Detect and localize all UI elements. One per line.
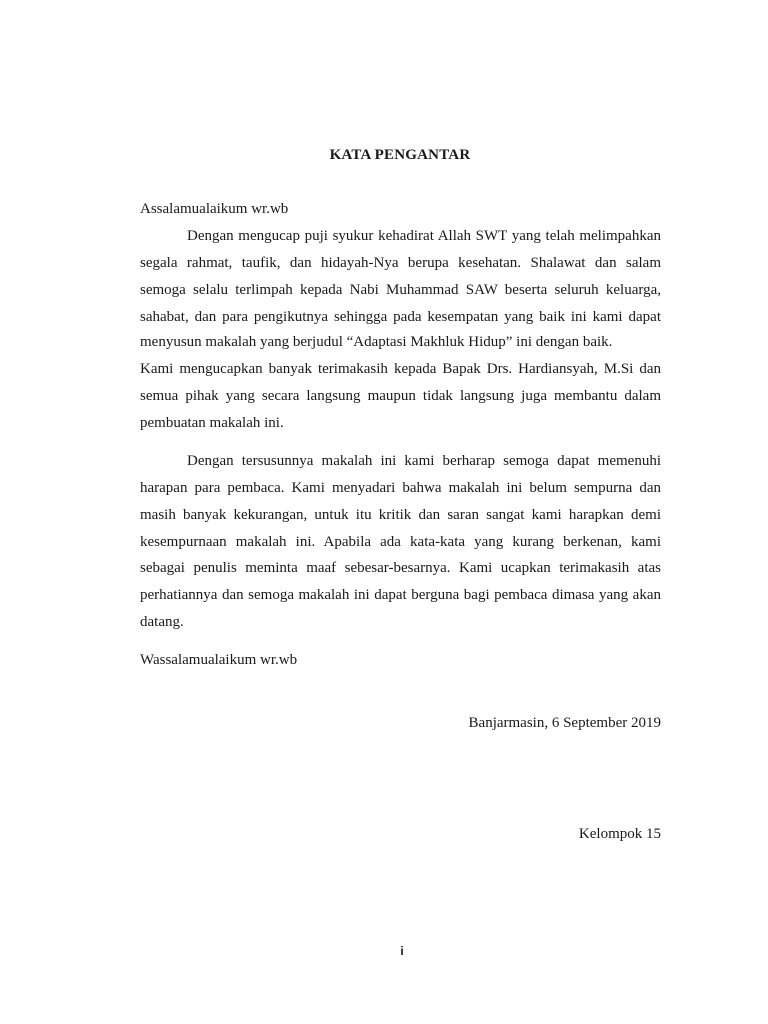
closing-salutation: Wassalamualaikum wr.wb <box>140 652 298 668</box>
paragraph-1-line-4: sahabat, dan para pengikutnya sehingga pada kesempatan yang baik ini kami dapat <box>140 309 661 325</box>
paragraph-1-line-2: segala rahmat, taufik, dan hidayah-Nya berupa kesehatan. Shalawat dan salam <box>140 255 661 271</box>
paragraph-3-line-5: sebagai penulis meminta maaf sebesar-besarnya. Kami ucapkan terimakasih atas <box>140 560 661 576</box>
paragraph-3-line-7: datang. <box>140 614 184 630</box>
paragraph-2-line-2: semua pihak yang secara langsung maupun tidak langsung juga membantu dalam <box>140 388 661 404</box>
paragraph-3-line-4: kesempurnaan makalah ini. Apabila ada kata-kata yang kurang berkenan, kami <box>140 534 661 550</box>
page-number: i <box>400 944 404 958</box>
paragraph-2-line-3: pembuatan makalah ini. <box>140 415 284 431</box>
paragraph-3-line-2: harapan para pembaca. Kami menyadari bahwa makalah ini belum sempurna dan <box>140 480 661 496</box>
paragraph-1-line-3: semoga selalu terlimpah kepada Nabi Muhammad SAW beserta seluruh keluarga, <box>140 282 661 298</box>
paragraph-2-line-1: Kami mengucapkan banyak terimakasih kepada Bapak Drs. Hardiansyah, M.Si dan <box>140 361 661 377</box>
paragraph-3-line-3: masih banyak kekurangan, untuk itu kritik dan saran sangat kami harapkan demi <box>140 507 661 523</box>
opening-salutation: Assalamualaikum wr.wb <box>140 201 289 217</box>
place-and-date: Banjarmasin, 6 September 2019 <box>468 715 661 731</box>
page-title: KATA PENGANTAR <box>329 147 471 163</box>
paragraph-1-line-5: menyusun makalah yang berjudul “Adaptasi Makhluk Hidup” ini dengan baik. <box>140 334 613 350</box>
paragraph-1-line-1: Dengan mengucap puji syukur kehadirat Allah SWT yang telah melimpahkan <box>187 228 661 244</box>
paragraph-3-line-6: perhatiannya dan semoga makalah ini dapat berguna bagi pembaca dimasa yang akan <box>140 587 661 603</box>
paragraph-3-line-1: Dengan tersusunnya makalah ini kami berharap semoga dapat memenuhi <box>187 453 661 469</box>
signature: Kelompok 15 <box>578 826 661 842</box>
